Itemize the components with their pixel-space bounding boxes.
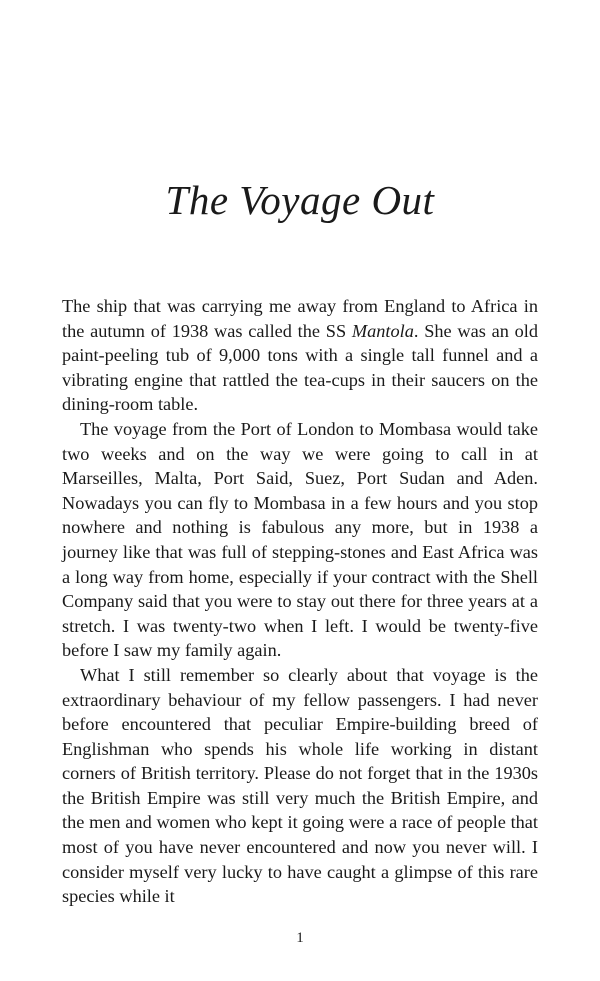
paragraph-1 (62, 294, 538, 417)
ship-name: Mantola (351, 320, 414, 341)
paragraph-1-after: . She was an old paint-peeling tub of 9,000 tons with a single tall funnel and a vibrating engine that rattled the tea-cups in their saucers on the dining-room table. (62, 320, 538, 415)
paragraph-2: The voyage from the Port of London to Mombasa would take two weeks and on the way we were going to call in at Marseilles, Malta, Port Said, Suez, Port Sudan and Aden. Nowadays you can fly to Mombasa in a few hours and you stop nowhere and nothing is fabulous any more, but in 1938 a journey like that was full of stepping-stones and East Africa was a long way from home, especially if your contract with the Shell Company said that you were to stay out there for three years at a stretch. I was twenty-two when I left. I would be twenty-five before I saw my family again. (62, 418, 538, 661)
chapter-title: The Voyage Out (165, 177, 435, 223)
paragraph-3: What I still remember so clearly about that voyage is the extraordinary behaviour of my fellow passengers. I had never before encountered that peculiar Empire-building breed of Englishman who spends his whole life working in distant corners of British territory. Please do not forget that in the 1930s the British Empire was still very much the British Empire, and the men and women who kept it going were a race of people that most of you have never encountered and now you never will. I consider myself very lucky to have caught a glimpse of this rare species while it (62, 664, 538, 907)
body-text (62, 294, 538, 909)
page-number: 1 (296, 930, 304, 946)
paragraph-1-before: The ship that was carrying me away from England to Africa in the autumn of 1938 was called the SS (62, 296, 538, 341)
